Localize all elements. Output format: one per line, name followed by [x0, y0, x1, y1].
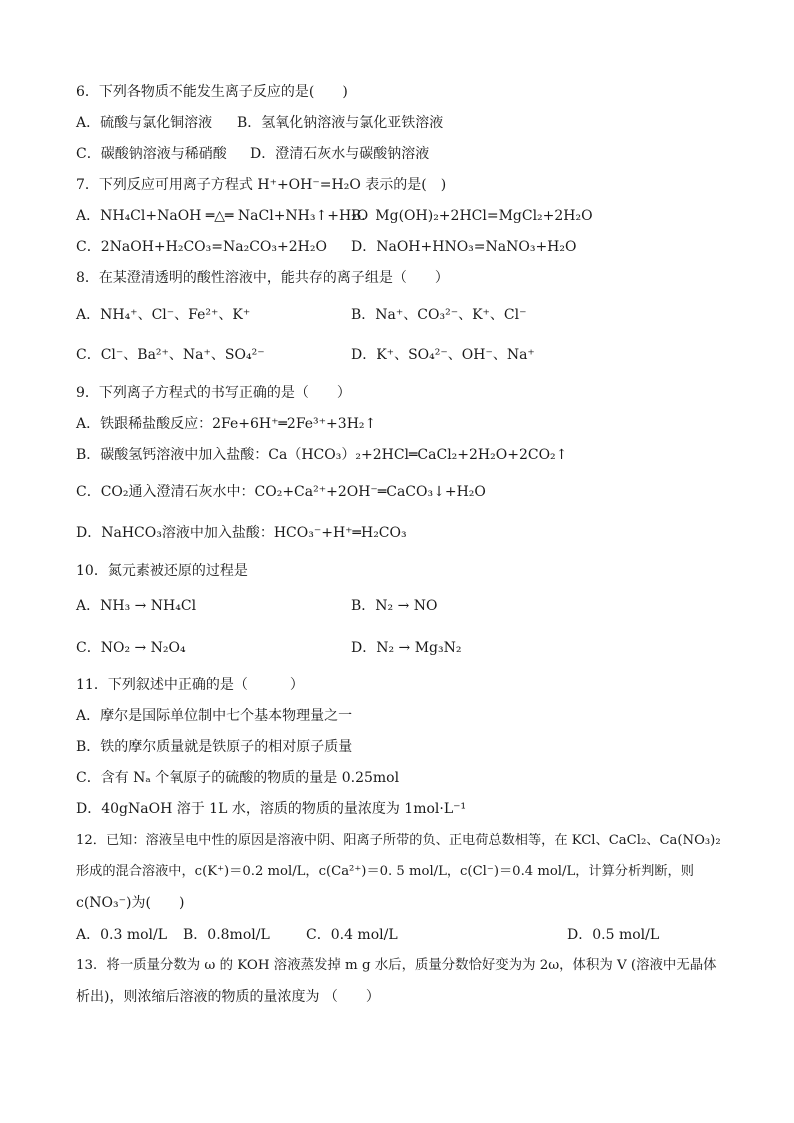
q7-option-b: B．Mg(OH)₂+2HCl=MgCl₂+2H₂O	[351, 208, 593, 224]
q7-option-d: D．NaOH+HNO₃=NaNO₃+H₂O	[351, 239, 577, 255]
q7-stem: 7．下列反应可用离子方程式 H⁺+OH⁻=H₂O 表示的是( )	[76, 177, 447, 193]
q12-option-b: B．0.8mol/L	[183, 927, 270, 943]
q6-stem: 6．下列各物质不能发生离子反应的是( )	[76, 84, 348, 100]
q6-option-d: D．澄清石灰水与碳酸钠溶液	[250, 146, 430, 162]
q8-option-a: A．NH₄⁺、Cl⁻、Fe²⁺、K⁺	[76, 307, 251, 323]
q9-option-b: B．碳酸氢钙溶液中加入盐酸：Ca（HCO₃）₂+2HCl═CaCl₂+2H₂O+2CO₂↑	[76, 447, 568, 463]
q10-option-d: D．N₂ → Mg₃N₂	[351, 640, 462, 656]
q12-line-1: 12．已知：溶液呈电中性的原因是溶液中阴、阳离子所带的负、正电荷总数相等，在 KCl、CaCl₂、Ca(NO₃)₂	[76, 833, 721, 848]
q11-stem: 11．下列叙述中正确的是（ ）	[76, 677, 304, 693]
q12-option-d: D．0.5 mol/L	[567, 927, 660, 943]
q9-stem: 9．下列离子方程式的书写正确的是（ ）	[76, 385, 351, 401]
q7-option-c: C．2NaOH+H₂CO₃=Na₂CO₃+2H₂O	[76, 239, 327, 255]
q11-option-b: B．铁的摩尔质量就是铁原子的相对原子质量	[76, 739, 353, 755]
q8-option-d: D．K⁺、SO₄²⁻、OH⁻、Na⁺	[351, 347, 535, 363]
q6-option-a: A．硫酸与氯化铜溶液	[76, 115, 213, 131]
q9-option-d: D．NaHCO₃溶液中加入盐酸：HCO₃⁻+H⁺═H₂CO₃	[76, 525, 407, 541]
q7-option-a: A．NH₄Cl+NaOH ═△═ NaCl+NH₃↑+H₂O	[76, 208, 369, 224]
q11-option-c: C．含有 Nₐ 个氧原子的硫酸的物质的量是 0.25mol	[76, 770, 400, 786]
q12-line-3: c(NO₃⁻)为( )	[76, 895, 185, 911]
q11-option-a: A．摩尔是国际单位制中七个基本物理量之一	[76, 708, 353, 724]
q12-option-c: C．0.4 mol/L	[306, 927, 398, 943]
q11-option-d: D．40gNaOH 溶于 1L 水，溶质的物质的量浓度为 1mol·L⁻¹	[76, 801, 467, 817]
q9-option-c: C．CO₂通入澄清石灰水中：CO₂+Ca²⁺+2OH⁻═CaCO₃↓+H₂O	[76, 484, 486, 500]
q9-option-a: A．铁跟稀盐酸反应：2Fe+6H⁺═2Fe³⁺+3H₂↑	[76, 416, 377, 432]
q12-option-a: A．0.3 mol/L	[76, 927, 168, 943]
q10-option-c: C．NO₂ → N₂O₄	[76, 640, 186, 656]
q8-option-c: C．Cl⁻、Ba²⁺、Na⁺、SO₄²⁻	[76, 347, 265, 363]
q13-line-1: 13．将一质量分数为 ω 的 KOH 溶液蒸发掉 m g 水后，质量分数恰好变为为 2ω，体积为 V (溶液中无晶体	[76, 958, 717, 973]
q12-line-2: 形成的混合溶液中，c(K⁺)＝0.2 mol/L，c(Ca²⁺)＝0. 5 mol/L，c(Cl⁻)＝0.4 mol/L，计算分析判断，则	[76, 864, 694, 879]
q6-option-b: B．氢氧化钠溶液与氯化亚铁溶液	[237, 115, 444, 131]
q10-option-b: B．N₂ → NO	[351, 598, 438, 614]
q6-option-c: C．碳酸钠溶液与稀硝酸	[76, 146, 227, 162]
q8-stem: 8．在某澄清透明的酸性溶液中，能共存的离子组是（ ）	[76, 270, 449, 286]
q10-option-a: A．NH₃ → NH₄Cl	[76, 598, 197, 614]
q10-stem: 10．氮元素被还原的过程是	[76, 563, 248, 579]
q8-option-b: B．Na⁺、CO₃²⁻、K⁺、Cl⁻	[351, 307, 527, 323]
q13-line-2: 析出)，则浓缩后溶液的物质的量浓度为 （ ）	[76, 989, 380, 1005]
